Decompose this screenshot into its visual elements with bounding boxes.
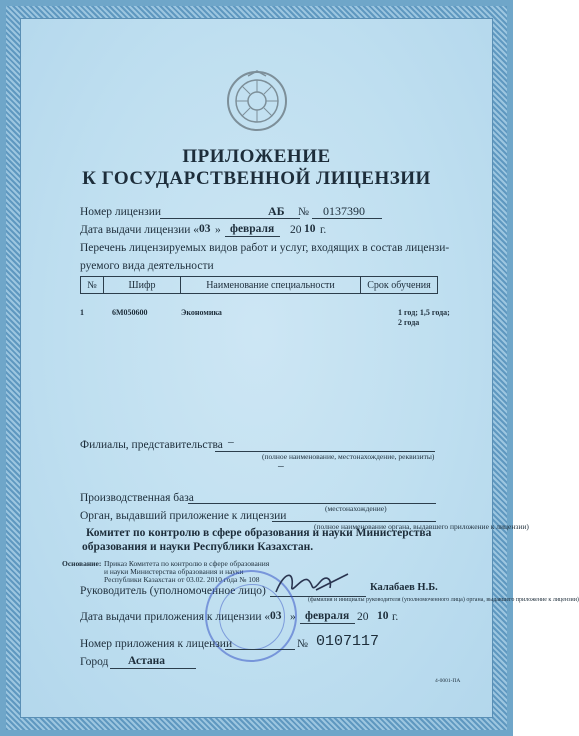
appendix-year: 10 — [377, 610, 389, 622]
branches-dash-2: – — [278, 460, 284, 472]
branches-hint: (полное наименование, местонахождение, реквизиты) — [262, 452, 435, 461]
license-date-label: Дата выдачи лицензии « — [80, 224, 200, 236]
appendix-number: 0107117 — [316, 633, 380, 650]
production-label: Производственная база — [80, 492, 194, 504]
authority-name-1: Комитет по контролю в сфере образования и науки Министерства — [86, 527, 432, 539]
license-month: февраля — [230, 223, 275, 235]
year-prefix: 20 — [290, 224, 302, 236]
form-code: 4-0001-ПА — [435, 678, 461, 684]
branches-dash: – — [228, 436, 234, 448]
head-hint: (фамилия и инициалы руководителя (уполномоченного лица) органа, выдавшего приложение к лицензии) — [308, 597, 579, 603]
quote-close: » — [215, 224, 221, 236]
branches-label: Филиалы, представительства — [80, 439, 223, 451]
authority-label: Орган, выдавший приложение к лицензии — [80, 510, 287, 522]
appendix-number-label: Номер приложения к лицензии — [80, 638, 233, 650]
license-year: 10 — [304, 223, 316, 235]
appendix-date-label: Дата выдачи приложения к лицензии « — [80, 611, 271, 623]
row-term-1: 1 год; 1,5 года; — [398, 308, 450, 317]
state-emblem-icon — [226, 70, 288, 132]
license-day: 03 — [199, 223, 211, 235]
col-header-name: Наименование специальности — [181, 277, 361, 294]
city-value: Астана — [128, 655, 166, 667]
signature-icon — [272, 566, 352, 602]
city-label: Город — [80, 656, 109, 668]
row-num: 1 — [80, 308, 84, 317]
list-text-line-2: руемого вида деятельности — [80, 260, 214, 272]
specialties-table — [80, 276, 438, 294]
authority-hint: (полное наименование органа, выдавшего приложение к лицензии) — [314, 522, 529, 531]
col-header-num: № — [81, 277, 104, 294]
head-label: Руководитель (уполномоченное лицо) — [80, 585, 266, 597]
number-sign: № — [298, 206, 309, 218]
list-text-line-1: Перечень лицензируемых видов работ и услуг, входящих в состав лицензи- — [80, 242, 450, 254]
license-number-label: Номер лицензии — [80, 206, 161, 218]
year-suffix: г. — [320, 224, 327, 236]
license-number: 0137390 — [323, 204, 365, 218]
basis-line-2: и науки Министерства образования и науки — [104, 567, 244, 576]
row-term-2: 2 года — [398, 318, 420, 327]
basis-line-1: Приказ Комитета по контролю в сфере образования — [104, 559, 270, 568]
appendix-year-prefix: 20 — [357, 611, 369, 623]
appendix-number-sign: № — [297, 638, 308, 650]
appendix-quote-close: » — [290, 611, 296, 623]
appendix-month: февраля — [305, 610, 350, 622]
authority-name-2: образования и науки Республики Казахстан. — [82, 541, 314, 553]
head-name: Калабаев Н.Б. — [370, 582, 438, 593]
appendix-year-suffix: г. — [392, 611, 399, 623]
title-line-2: К ГОСУДАРСТВЕННОЙ ЛИЦЕНЗИИ — [82, 168, 431, 189]
title-line-1: ПРИЛОЖЕНИЕ — [182, 146, 331, 167]
col-header-term: Срок обучения — [361, 277, 438, 294]
row-code: 6M050600 — [112, 308, 148, 317]
basis-label: Основание: — [62, 559, 102, 568]
row-name: Экономика — [181, 308, 222, 317]
col-header-code: Шифр — [104, 277, 181, 294]
license-series: АБ — [268, 204, 285, 218]
basis-line-3: Республики Казахстан от 03.02. 2010 года № 108 — [104, 575, 260, 584]
appendix-day: 03 — [270, 610, 282, 622]
production-hint: (местонахождение) — [325, 504, 387, 513]
